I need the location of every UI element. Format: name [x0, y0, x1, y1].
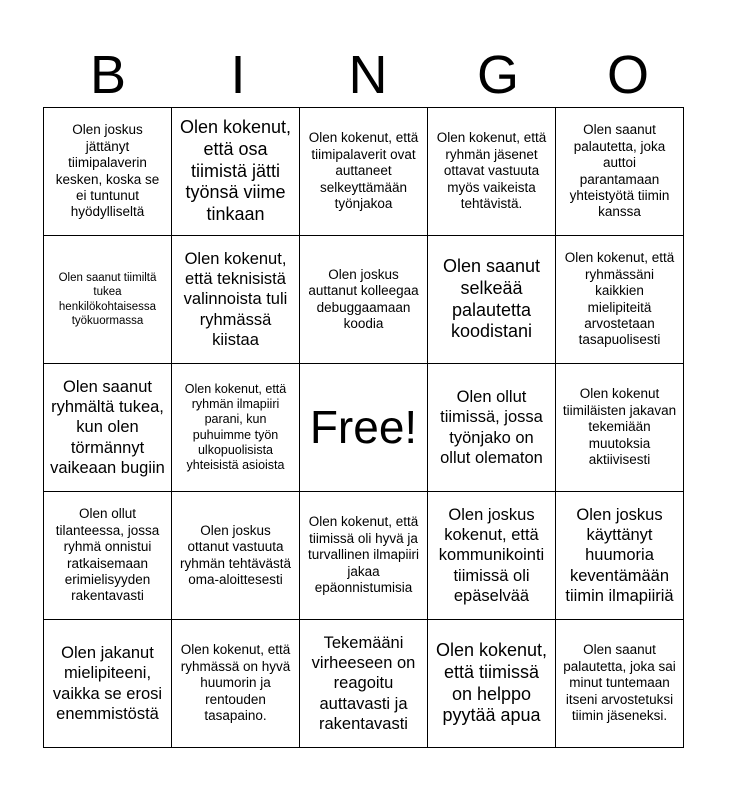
cell-text: Olen ollut tilanteessa, jossa ryhmä onnistui ratkaisemaan erimielisyyden rakentavasti [55, 506, 160, 604]
cell-text: Olen joskus kokenut, että kommunikointi tiimissä oli epäselvää [438, 506, 545, 605]
bingo-cell[interactable] [172, 620, 300, 748]
cell-text: Olen saanut palautetta, joka auttoi parantamaan yhteistyötä tiimin kanssa [569, 122, 670, 220]
title-letter-g: G [476, 45, 519, 105]
cell-text: Olen ollut tiimissä, jossa työnjako on ollut olematon [440, 388, 543, 467]
bingo-cell[interactable] [428, 364, 556, 492]
title-letter-o: O [606, 45, 649, 105]
bingo-row [44, 620, 684, 748]
bingo-title [43, 45, 693, 105]
bingo-cell[interactable] [556, 492, 684, 620]
bingo-cell[interactable] [172, 108, 300, 236]
bingo-cell[interactable] [300, 236, 428, 364]
bingo-cell[interactable] [44, 236, 172, 364]
bingo-row [44, 236, 684, 364]
cell-text: Olen kokenut tiimiläisten jakavan tekemiään muutoksia aktiivisesti [562, 386, 677, 468]
bingo-cell[interactable] [300, 620, 428, 748]
cell-text: Olen kokenut, että tiimissä oli hyvä ja turvallinen ilmapiiri jakaa epäonnistumisia [307, 514, 420, 596]
bingo-cell[interactable] [428, 236, 556, 364]
bingo-cell[interactable] [300, 108, 428, 236]
cell-text: Olen joskus jättänyt tiimipalaverin kesken, koska se ei tuntunut hyödylliseltä [55, 122, 160, 220]
title-letter-n: N [348, 45, 388, 105]
bingo-cell[interactable] [172, 236, 300, 364]
cell-text: Olen kokenut, että ryhmän ilmapiiri parani, kun puhuimme työn ulkopuolisista yhteisistä asioista [184, 381, 287, 472]
cell-text: Olen joskus auttanut kolleegaa debuggaamaan koodia [308, 266, 419, 331]
bingo-cell[interactable] [44, 108, 172, 236]
bingo-cell[interactable] [172, 364, 300, 492]
cell-text: Olen jakanut mielipiteeni, vaikka se erosi enemmistöstä [52, 644, 163, 723]
bingo-cell[interactable] [44, 364, 172, 492]
bingo-row [44, 108, 684, 236]
cell-text: Olen kokenut, että ryhmässä on hyvä huumorin ja rentouden tasapaino. [180, 642, 291, 724]
cell-text: Olen kokenut, että osa tiimistä jätti työnsä viime tinkaan [179, 116, 292, 225]
bingo-cell[interactable] [556, 236, 684, 364]
bingo-cell[interactable] [428, 108, 556, 236]
bingo-cell[interactable] [556, 620, 684, 748]
bingo-row [44, 492, 684, 620]
bingo-cell[interactable] [556, 108, 684, 236]
title-letter-b: B [89, 45, 127, 105]
title-letter-i: I [230, 45, 246, 105]
cell-text: Olen kokenut, että teknisistä valinnoista tuli ryhmässä kiistaa [183, 250, 288, 349]
free-space-label: Free! [309, 401, 418, 454]
bingo-cell[interactable] [172, 492, 300, 620]
bingo-card [43, 107, 684, 748]
cell-text: Olen kokenut, että tiimipalaverit ovat auttaneet selkeyttämään työnjakoa [308, 130, 419, 212]
free-space[interactable] [300, 364, 428, 492]
cell-text: Olen kokenut, että ryhmän jäsenet ottavat vastuuta myös vaikeista tehtävistä. [436, 130, 547, 212]
bingo-cell[interactable] [44, 492, 172, 620]
bingo-cell[interactable] [44, 620, 172, 748]
cell-text: Olen kokenut, että ryhmässäni kaikkien mielipiteitä arvostetaan tasapuolisesti [564, 250, 675, 348]
cell-text: Olen saanut palautetta, joka sai minut tuntemaan itseni arvostetuksi tiimin jäseneksi. [563, 642, 676, 724]
bingo-cell[interactable] [428, 620, 556, 748]
cell-text: Tekemääni virheeseen on reagoitu auttavasti ja rakentavasti [311, 634, 416, 733]
bingo-cell[interactable] [300, 492, 428, 620]
bingo-cell[interactable] [556, 364, 684, 492]
cell-text: Olen saanut selkeää palautetta koodistani [442, 255, 541, 342]
cell-text: Olen joskus käyttänyt huumoria keventämään tiimin ilmapiiriä [565, 506, 674, 605]
cell-text: Olen kokenut, että tiimissä on helppo pyytää apua [435, 639, 548, 726]
cell-text: Olen joskus ottanut vastuuta ryhmän tehtävästä oma-aloittesesti [179, 522, 292, 587]
bingo-cell[interactable] [428, 492, 556, 620]
cell-text: Olen saanut ryhmältä tukea, kun olen törmännyt vaikeaan bugiin [50, 378, 165, 477]
cell-text: Olen saanut tiimiltä tukea henkilökohtaisessa työkuormassa [58, 272, 157, 327]
bingo-row [44, 364, 684, 492]
